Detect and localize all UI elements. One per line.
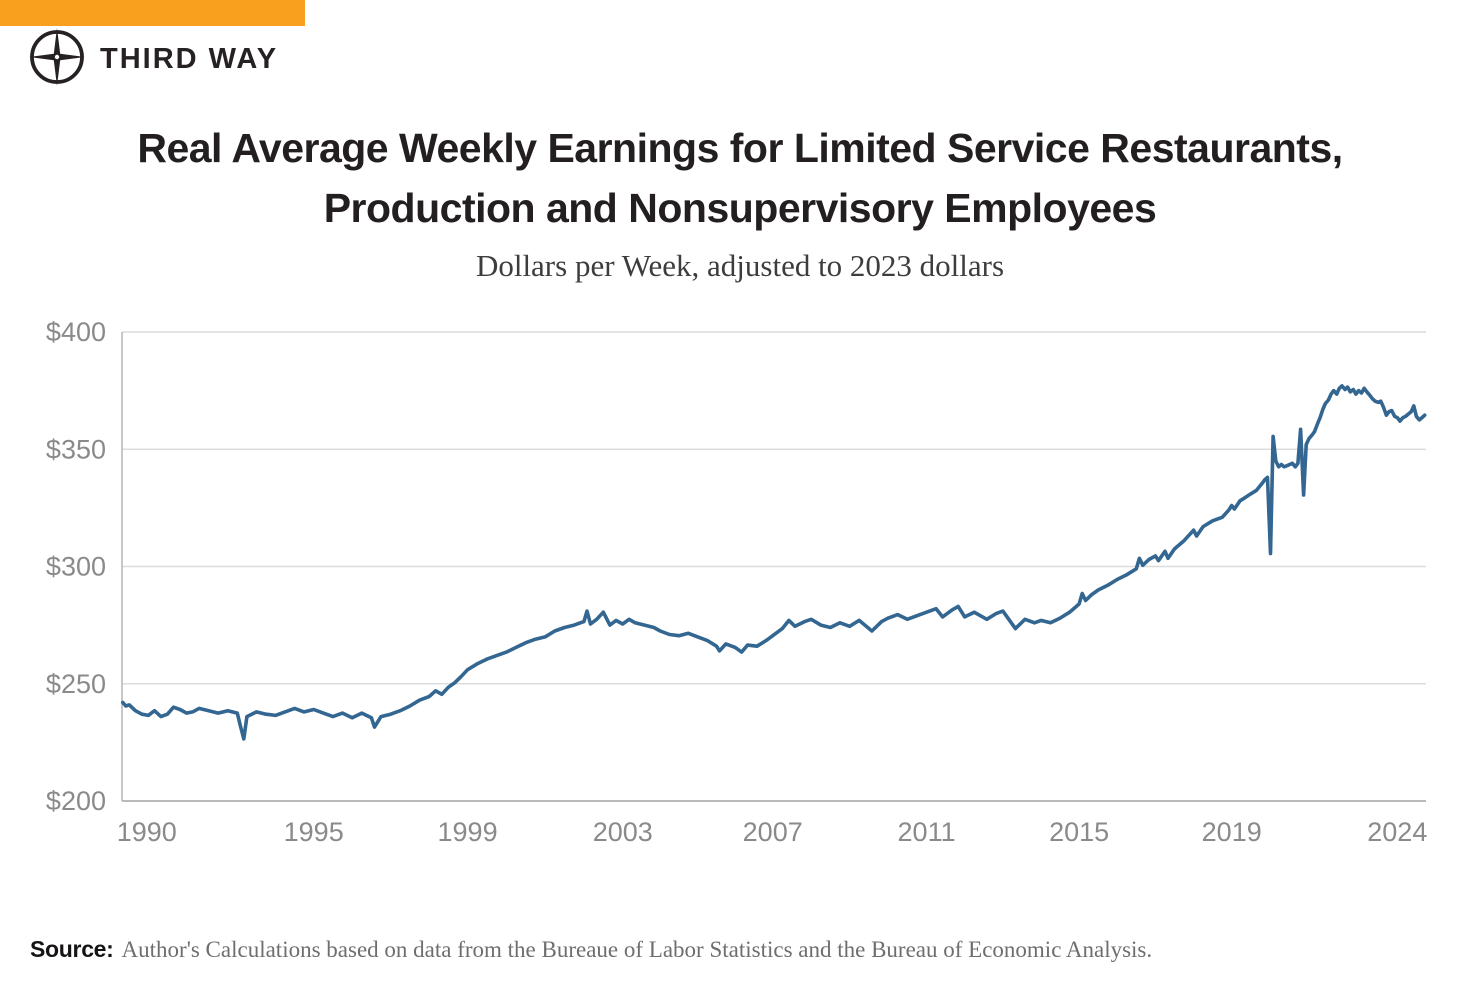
y-axis-tick-label: $300 [45,551,106,582]
x-axis-tick-label: 2011 [897,817,956,847]
x-axis-tick-label: 1999 [437,817,498,847]
page-title-line1: Real Average Weekly Earnings for Limited Service Restaurants, [137,125,1343,171]
y-axis-tick-label: $200 [45,786,106,816]
x-axis-tick-label: 1995 [283,817,344,847]
page-title [0,118,1480,238]
x-axis-tick-label: 2019 [1201,817,1262,847]
y-axis-tick-label: $250 [45,668,106,699]
brand-accent-bar [0,0,305,26]
y-axis-tick-label: $350 [45,434,106,465]
brand-logo [28,28,278,91]
x-axis-tick-label: 2015 [1049,817,1110,847]
earnings-line-series [123,386,1425,739]
source-text: Author's Calculations based on data from the Bureaue of Labor Statistics and the Bureau of Economic Analysis. [121,937,1153,962]
x-axis-tick-label: 1990 [116,817,177,847]
compass-star-icon [28,28,86,91]
chart-subtitle: Dollars per Week, adjusted to 2023 dollars [475,248,1005,283]
x-axis-tick-label: 2024 [1367,817,1428,847]
line-chart [0,300,1480,860]
brand-wordmark: THIRD WAY [100,43,279,75]
x-axis-tick-label: 2007 [742,817,803,847]
source-note [30,936,1450,963]
y-axis-tick-label: $400 [45,317,106,347]
source-label: Source: [30,936,114,962]
x-axis-tick-label: 2003 [592,817,653,847]
page-title-line2: Production and Nonsupervisory Employees [323,185,1157,231]
